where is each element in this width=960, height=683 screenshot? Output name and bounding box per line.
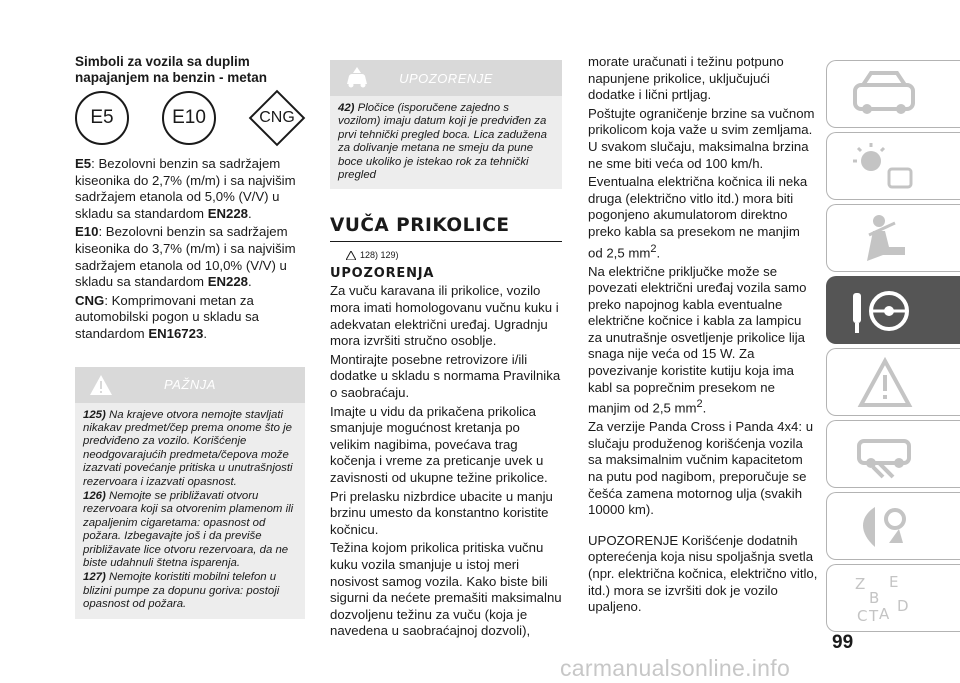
paragraph: Za vuču karavana ili prikolice, vozilo mora imati homologovanu vučnu kuku i adekvatan električni uređaj. Ugradnju mora izvršiti stručno osoblje.	[330, 283, 559, 349]
svg-text:T: T	[869, 607, 879, 625]
fuel-symbols-row	[75, 90, 305, 146]
caution-body	[75, 403, 305, 619]
svg-text:C: C	[857, 607, 868, 625]
maintenance-icon	[849, 427, 919, 483]
tab-starting-driving[interactable]	[826, 276, 960, 344]
e10-description: E10: Bezolovni benzin sa sadržajem kiseonika do 3,7% (m/m) i sa najvišim sadržajem etanola od 10,0% (V/V) u skladu sa standardom EN228.	[75, 224, 296, 290]
settings-multimedia-icon	[849, 499, 919, 555]
paragraph: Montirajte posebne retrovizore i/ili dodatke u skladu s normama Pravilnika o saobraćaju.	[330, 351, 561, 400]
tab-multimedia[interactable]	[826, 492, 960, 560]
seat-airbag-icon	[849, 211, 919, 267]
cng-symbol-icon: CNG	[249, 90, 305, 146]
road-emergency-icon	[849, 355, 919, 411]
column-3	[588, 54, 818, 618]
towing-section-title: VUČA PRIKOLICE	[330, 215, 562, 242]
e5-symbol-icon: E5	[75, 91, 129, 145]
tab-safety[interactable]	[826, 204, 960, 272]
e5-description: E5: Bezolovni benzin sa sadržajem kiseonika do 2,7% (m/m) i sa najvišim sadržajem etanola od 5,0% (V/V) u skladu sa standardom EN228.	[75, 156, 296, 221]
caution-box	[75, 367, 305, 619]
alphabetical-index-icon	[849, 571, 919, 627]
tab-warning-lights[interactable]	[826, 132, 960, 200]
paragraph: UPOZORENJE Korišćenje dodatnih opterećenja koja nisu spoljašnja svetla (npr. električna kočnica, električno vitlo, itd.) mora se izvršiti dok je vozilo upaljeno.	[588, 532, 818, 615]
paragraph: Za verzije Panda Cross i Panda 4x4: u slučaju produženog korišćenja vozila sa maksimalnim vučnim kapacitetom na putu pod nagibom, preporučuje se češća zamena motornog ulja (svakih 10000 km).	[588, 419, 814, 518]
warning-references: 128) 129)	[346, 250, 562, 260]
paragraph: Eventualna električna kočnica ili neka druga (električno vitlo itd.) mora biti pogonjeno akumulatorom direktno preko kabla sa presekom ne manjim od 2,5 $mm^2$.	[588, 174, 808, 260]
note-42: 42) Pločice (isporučene zajedno s vozilom) imaju datum koji je predviđen za prvi tehnički pregled boca. Lica zadužena za dolivanje metana ne smeju da pune boce ukoliko je istekao rok za tehnički pregled	[338, 102, 547, 182]
cng-description: CNG: Komprimovani metan za automobilski pogon u skladu sa standardom EN16723.	[75, 292, 260, 341]
warning-triangle-icon	[89, 373, 113, 402]
paragraph: Poštujte ograničenje brzine sa vučnom prikolicom koja važe u svim zemljama. U svakom slučaju, maksimalna brzina ne sme biti veća od 100 km/h.	[588, 105, 815, 171]
page-number: 99	[832, 632, 854, 653]
paragraph: morate uračunati i težinu potpuno napunjene prikolice, uključujući dodatke i lični prtljag.	[588, 54, 784, 103]
watermark: carmanualsonline.info	[560, 655, 791, 681]
tab-dashboard[interactable]	[826, 60, 960, 128]
warnings-subtitle: UPOZORENJA	[330, 266, 435, 282]
svg-text:B: B	[869, 589, 880, 607]
paragraph: Pri prelasku nizbrdice ubacite u manju brzinu umesto da konstantno koristite kočnicu.	[330, 488, 553, 537]
column-2	[330, 60, 562, 642]
steering-key-icon	[849, 283, 919, 339]
tab-maintenance[interactable]	[826, 420, 960, 488]
warning-header	[330, 60, 562, 96]
caution-title: PAŽNJA	[164, 377, 216, 393]
column-1	[75, 54, 305, 619]
svg-text:Z: Z	[855, 575, 866, 593]
svg-text:A: A	[879, 605, 890, 623]
warning-lights-icon	[849, 139, 919, 195]
warning-box	[330, 60, 562, 189]
svg-text:E: E	[889, 573, 899, 591]
note-126: 126) Nemojte se približavati otvoru rezervoara koji sa otvorenim plamenom ili zapaljenim cigaretama: opasnost od požara. Izbegavajte još i da previše približavate lice otvoru rezervoara, da ne biste udahnuli štetna isparenja.	[83, 489, 294, 569]
e10-symbol-icon: E10	[162, 91, 216, 145]
section-heading-fuel-symbols: Simboli za vozila sa duplim napajanjem na benzin - metan	[75, 54, 268, 85]
paragraph: Imajte u vidu da prikačena prikolica smanjuje mogućnost kretanja po velikim nagibima, povećava trag kočenja i vreme za preticanje uvek u zavisnosti od ukupne težine prikolice.	[330, 403, 548, 485]
car-warning-icon	[344, 66, 370, 95]
car-dashboard-icon	[849, 67, 919, 123]
tab-index[interactable]	[826, 564, 960, 632]
small-warning-icon	[346, 251, 356, 260]
warning-title: UPOZORENJE	[399, 70, 493, 86]
caution-header	[75, 367, 305, 403]
paragraph: Na električne priključke može se povezati električni uređaj vozila samo preko napojnog kabla eventualne električne kočnice i kabla za lampicu za unutrašnje osvetljenje prikolice lija snaga nije veća od 15 W. Za povezivanje koristite kutiju koja ima kabl sa poprečnim presekom ne manjim od 2,5 $mm^2$.	[588, 263, 807, 416]
note-125: 125) Na krajeve otvora nemojte stavljati nikakav predmet/čep prema onome što je predviđeno za vozilo. Korišćenje neodgovarajućih predmeta/čepova može izazvati povećanje pritiska u unutrašnjosti rezervoara i izazvati opasnost.	[83, 408, 293, 488]
warning-body	[330, 96, 562, 189]
tab-emergency[interactable]	[826, 348, 960, 416]
note-127: 127) Nemojte koristiti mobilni telefon u blizini pumpe za dopunu goriva: postoji opasnost od požara.	[83, 571, 280, 611]
svg-text:D: D	[897, 597, 909, 615]
paragraph: Težina kojom prikolica pritiska vučnu kuku vozila smanjuje u istoj meri nosivost samog vozila. Kako biste bili sigurni da nećete premašiti maksimalnu dozvoljenu težinu za vuču (koja je navedena u saobraćajnoj dozvoli),	[330, 540, 562, 639]
